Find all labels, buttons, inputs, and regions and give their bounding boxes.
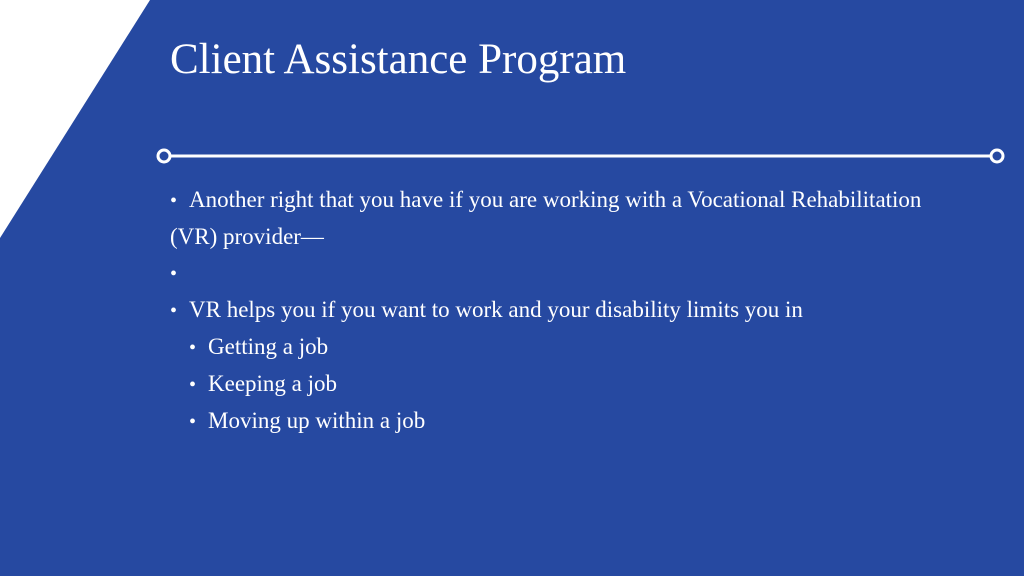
bullet-icon: • (189, 411, 197, 433)
title-divider-line (156, 146, 1006, 166)
slide-title: Client Assistance Program (170, 36, 627, 83)
slide-body (170, 182, 970, 440)
sub-bullet-item (170, 366, 970, 403)
bullet-item-empty (170, 255, 970, 292)
bullet-icon: • (189, 337, 197, 359)
bullet-text: VR helps you if you want to work and your disability limits you in (189, 297, 803, 322)
bullet-icon: • (170, 263, 178, 285)
sub-bullet-text: Keeping a job (208, 371, 338, 396)
bullet-item (170, 292, 970, 329)
divider-right-endpoint (991, 150, 1003, 162)
bullet-icon: • (189, 374, 197, 396)
bullet-icon: • (170, 300, 178, 322)
sub-bullet-text: Moving up within a job (208, 408, 426, 433)
bullet-item (170, 182, 970, 255)
bullet-icon: • (170, 190, 178, 212)
sub-bullet-item (170, 329, 970, 366)
divider-left-endpoint (158, 150, 170, 162)
sub-bullet-item (170, 403, 970, 440)
sub-bullet-text: Getting a job (208, 334, 329, 359)
bullet-text: Another right that you have if you are working with a Vocational Rehabilitation (VR) provider— (170, 187, 922, 249)
